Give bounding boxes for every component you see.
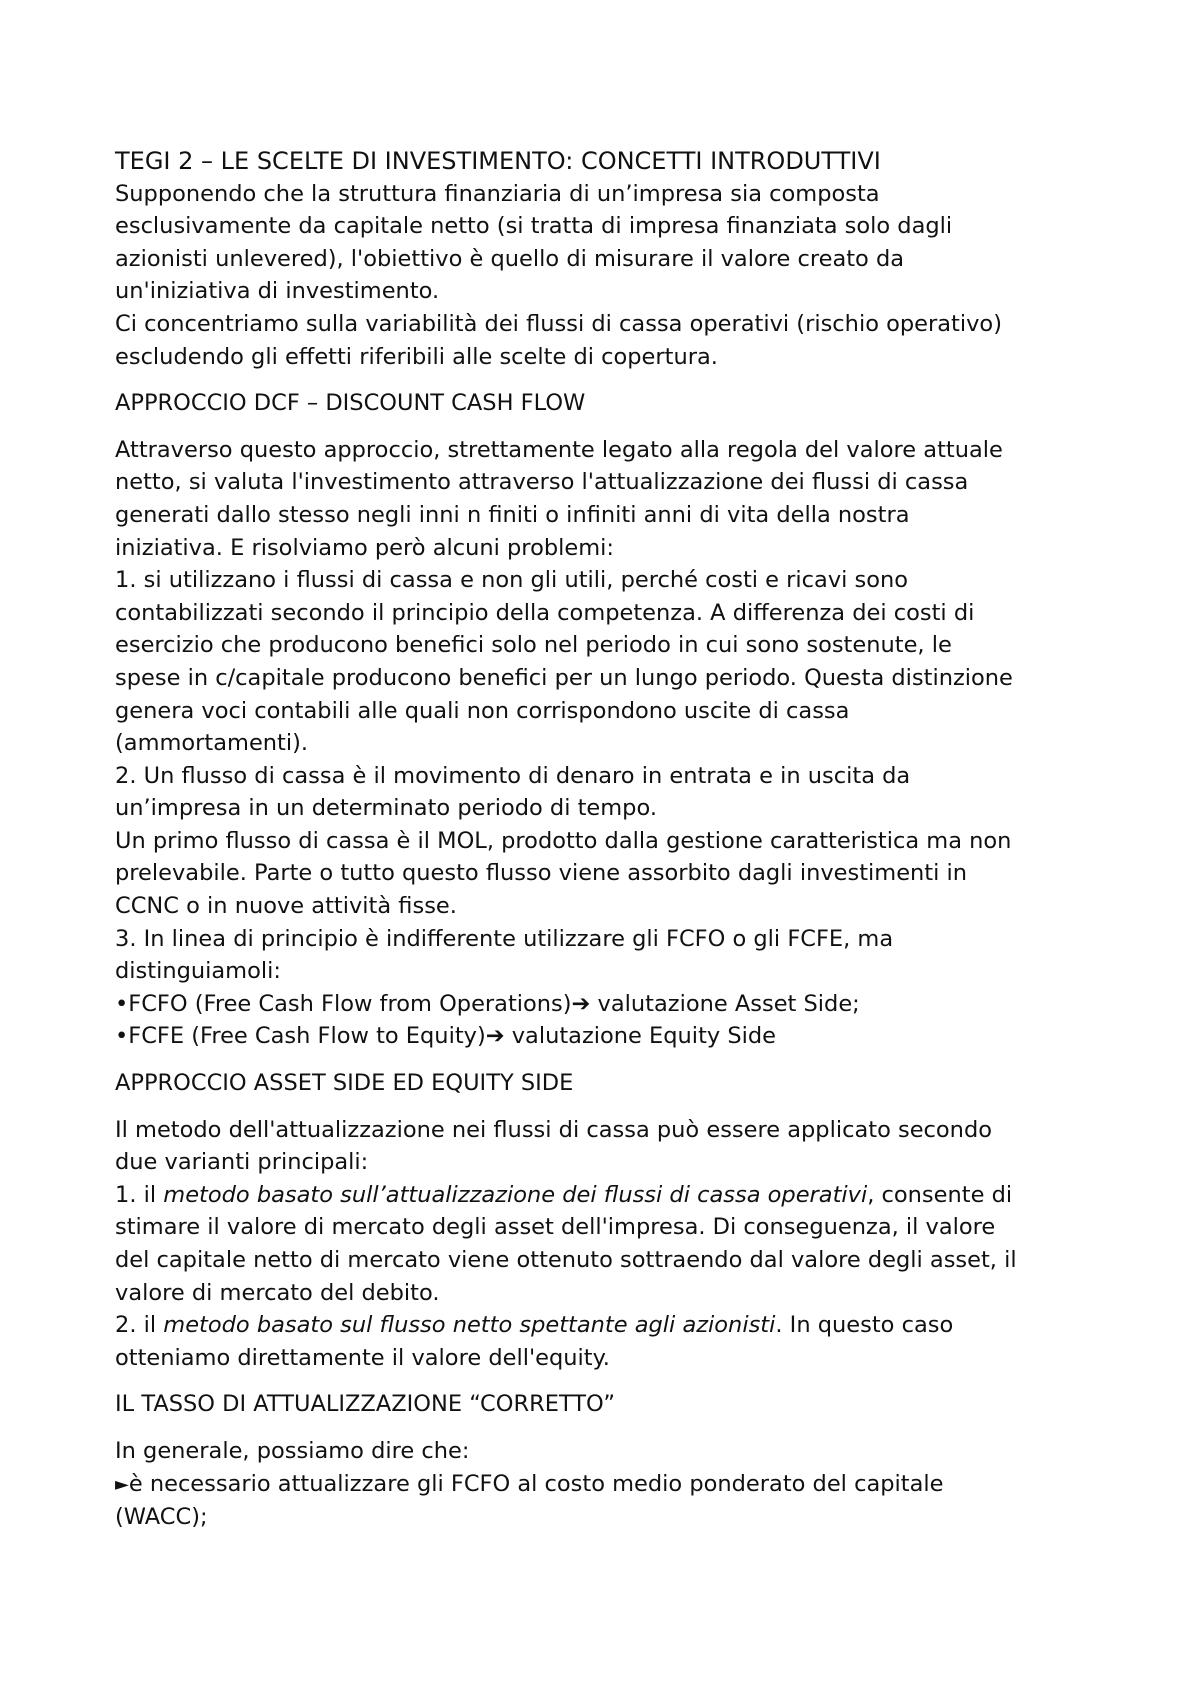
asset-line: 2. il metodo basato sul flusso netto spettante agli azionisti. In questo caso [115, 1312, 954, 1339]
section-heading-dcf: APPROCCIO DCF – DISCOUNT CASH FLOW [115, 390, 586, 417]
dcf-line: prelevabile. Parte o tutto questo flusso viene assorbito dagli investimenti in [115, 860, 968, 887]
bullet-item-fcfe: •FCFE (Free Cash Flow to Equity)➔ valutazione Equity Side [115, 1020, 1105, 1053]
intro-paragraph [115, 178, 1105, 374]
intro-line: esclusivamente da capitale netto (si tratta di impresa finanziata solo dagli [115, 213, 953, 240]
intro-line: escludendo gli effetti riferibili alle scelte di copertura. [115, 343, 718, 370]
intro-line: azionisti unlevered), l'obiettivo è quello di misurare il valore creato da [115, 245, 905, 272]
arrow-right-icon: ➔ [485, 1023, 505, 1050]
intro-line: Supponendo che la struttura finanziaria di un’impresa sia composta [115, 180, 880, 207]
asset-line: due varianti principali: [115, 1149, 369, 1176]
italic-term: metodo basato sul flusso netto spettante agli azionisti [163, 1312, 776, 1339]
dcf-line: distinguiamoli: [115, 958, 281, 985]
dcf-line: contabilizzati secondo il principio della competenza. A differenza dei costi di [115, 599, 975, 626]
asset-line: Il metodo dell'attualizzazione nei flussi di cassa può essere applicato secondo [115, 1116, 992, 1143]
bullet-icon: • [115, 990, 129, 1017]
dcf-line: spese in c/capitale producono benefici per un lungo periodo. Questa distinzione [115, 664, 1013, 691]
dcf-line: genera voci contabili alle quali non corrispondono uscite di cassa [115, 697, 850, 724]
arrow-right-icon: ➔ [571, 990, 591, 1017]
section-heading-tasso: IL TASSO DI ATTUALIZZAZIONE “CORRETTO” [115, 1391, 616, 1418]
dcf-line: netto, si valuta l'investimento attraverso l'attualizzazione dei flussi di cassa [115, 469, 969, 496]
section-heading-asset-equity: APPROCCIO ASSET SIDE ED EQUITY SIDE [115, 1070, 574, 1097]
dcf-line: 3. In linea di principio è indifferente utilizzare gli FCFO o gli FCFE, ma [115, 925, 894, 952]
triangle-bullet-icon: ► [115, 1473, 129, 1495]
bullet-icon: • [115, 1023, 129, 1050]
dcf-line: Un primo flusso di cassa è il MOL, prodotto dalla gestione caratteristica ma non [115, 827, 1012, 854]
tasso-line: In generale, possiamo dire che: [115, 1437, 470, 1464]
dcf-line: (ammortamenti). [115, 730, 309, 757]
dcf-line: esercizio che producono benefici solo nel periodo in cui sono sostenute, le [115, 632, 952, 659]
tasso-paragraph [115, 1435, 1105, 1534]
bullet-item-fcfo: •FCFO (Free Cash Flow from Operations)➔ valutazione Asset Side; [115, 988, 1105, 1021]
dcf-line: Attraverso questo approccio, strettamente legato alla regola del valore attuale [115, 436, 1003, 463]
dcf-paragraph [115, 434, 1105, 1053]
asset-line: del capitale netto di mercato viene ottenuto sottraendo dal valore degli asset, il [115, 1247, 1017, 1273]
tasso-bullet-line: ►è necessario attualizzare gli FCFO al costo medio ponderato del capitale [115, 1468, 1105, 1502]
intro-line: Ci concentriamo sulla variabilità dei flussi di cassa operativi (rischio operativo) [115, 310, 1002, 337]
dcf-line: CCNC o in nuove attività fisse. [115, 893, 457, 920]
asset-line: valore di mercato del debito. [115, 1279, 440, 1306]
asset-line: stimare il valore di mercato degli asset dell'impresa. Di conseguenza, il valore [115, 1214, 996, 1241]
italic-term: metodo basato sull’attualizzazione dei flussi di cassa operativi [163, 1181, 868, 1208]
dcf-line: 2. Un flusso di cassa è il movimento di denaro in entrata e in uscita da [115, 762, 911, 789]
dcf-line: 1. si utilizzano i flussi di cassa e non gli utili, perché costi e ricavi sono [115, 567, 909, 594]
asset-equity-paragraph [115, 1114, 1105, 1375]
tasso-line: (WACC); [115, 1504, 208, 1531]
document-page [115, 145, 1105, 1534]
document-title: TEGI 2 – LE SCELTE DI INVESTIMENTO: CONCETTI INTRODUTTIVI [115, 147, 881, 175]
intro-line: un'iniziativa di investimento. [115, 278, 440, 305]
dcf-line: un’impresa in un determinato periodo di tempo. [115, 795, 657, 822]
dcf-line: generati dallo stesso negli inni n finiti o infiniti anni di vita della nostra [115, 501, 910, 528]
asset-line: otteniamo direttamente il valore dell'equity. [115, 1344, 610, 1371]
dcf-line: iniziativa. E risolviamo però alcuni problemi: [115, 534, 614, 561]
asset-line: 1. il metodo basato sull’attualizzazione dei flussi di cassa operativi, consente di [115, 1181, 1013, 1208]
